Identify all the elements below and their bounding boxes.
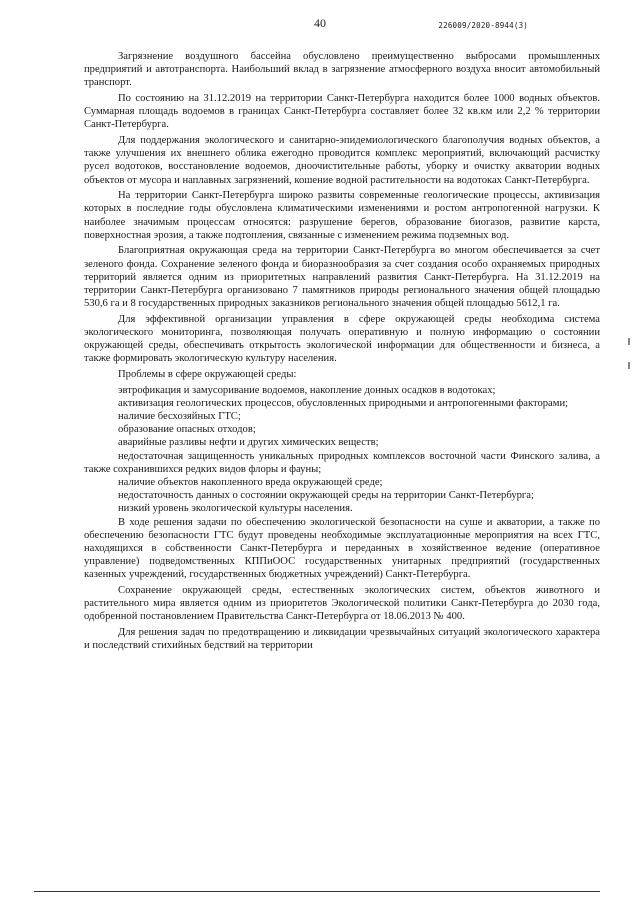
paragraph-emergency: Для решения задач по предотвращению и ликвидации чрезвычайных ситуаций экологического характера и последствий стихийных бедствий на территории: [84, 627, 600, 652]
problem-item: аварийные разливы нефти и других химических веществ;: [118, 437, 379, 449]
document-body: [84, 50, 600, 655]
document-id: 226009/2020-8944(3): [438, 21, 528, 30]
problem-item: недостаточная защищенность уникальных природных комплексов восточной части Финского залива, а также сохранившихся редких видов флоры и фауны;: [84, 450, 600, 475]
problems-intro: Проблемы в сфере окружающей среды:: [118, 369, 297, 381]
paragraph-safety-measures: В ходе решения задачи по обеспечению экологической безопасности на суше и акватории, а также по обеспечению безопасности ГТС будут проведены необходимые эксплуатационные мероприятия на всех ГТС, находящихся в собственности Санкт-Петербурга и переданных в хозяйственное ведение (оперативное управление) подведомственных КППиООС государственных унитарных предприятий (государственных казенных учреждений, государственных бюджетных учреждений) Санкт-Петербурга.: [84, 516, 600, 581]
scan-margin-mark: [628, 338, 630, 345]
paragraph-air-pollution: Загрязнение воздушного бассейна обусловлено преимущественно выбросами промышленных предприятий и автотранспорта. Наибольший вклад в загрязнение атмосферного воздуха вносит автомобильный транспорт.: [84, 51, 600, 89]
paragraph-green-fund: Благоприятная окружающая среда на территории Санкт-Петербурга во многом обеспечивается за счет зеленого фонда. Сохранение зеленого фонда и биоразнообразия за счет создания особо охраняемых природных территорий является одним из приоритетных направлений развития Санкт-Петербурга. На 31.12.2019 на территории Санкт-Петербурга организовано 7 памятников природы регионального значения общей площадью 530,6 га и 8 государственных природных заказников регионального значения общей площадью 5612,1 га.: [84, 245, 600, 310]
paragraph-water-bodies: По состоянию на 31.12.2019 на территории Санкт-Петербурга находится более 1000 водных объектов. Суммарная площадь водоемов в границах Санкт-Петербурга составляет более 32 кв.км или 2,2 % территории Санкт-Петербурга.: [84, 93, 600, 131]
paragraph-geological-processes: На территории Санкт-Петербурга широко развиты современные геологические процессы, активизация которых в последние годы обусловлена климатическими изменениями и ростом антропогенной нагрузки. К наиболее значимым процессам относятся: разрушение берегов, образование биогазов, развитие карста, поверхностная эрозия, а также подтопления, связанные с изменением режима подземных вод.: [84, 190, 600, 241]
page-bottom-rule: [34, 891, 600, 892]
problem-item: недостаточность данных о состоянии окружающей среды на территории Санкт-Петербурга;: [118, 490, 534, 502]
paragraph-ecological-policy: Сохранение окружающей среды, естественных экологических систем, объектов животного и растительного мира является одним из приоритетов Экологической политики Санкт-Петербурга до 2030 года, одобренной постановлением Правительства Санкт-Петербурга от 18.06.2013 № 400.: [84, 585, 600, 623]
problem-item: активизация геологических процессов, обусловленных природными и антропогенными факторами;: [118, 397, 569, 409]
problem-item: эвтрофикация и замусоривание водоемов, накопление донных осадков в водотоках;: [118, 384, 496, 396]
page-number: 40: [314, 16, 326, 30]
paragraph-monitoring: Для эффективной организации управления в сфере окружающей среды необходима система экологического мониторинга, позволяющая получать оперативную и полную информацию о состоянии окружающей среды, обеспечивать открытость экологической информации для общественности и бизнеса, а также формировать экологическую культуру населения.: [84, 313, 600, 365]
problem-item: образование опасных отходов;: [118, 424, 256, 436]
problem-item: наличие бесхозяйных ГТС;: [118, 411, 241, 423]
scan-margin-mark: [628, 362, 630, 369]
paragraph-water-maintenance: Для поддержания экологического и санитарно-эпидемиологического благополучия водных объектов, а также улучшения их внешнего облика ежегодно проводится комплекс мероприятий, включающий расчистку русел водотоков, восстановление водоемов, дноочистительные работы, уборку и очистку акватории водных объектов от мусора и наплавных загрязнений, кошение водной растительности на водотоках Санкт-Петербурга.: [84, 135, 600, 186]
problem-item: низкий уровень экологической культуры населения.: [118, 503, 353, 515]
problem-item: наличие объектов накопленного вреда окружающей среде;: [118, 477, 383, 489]
